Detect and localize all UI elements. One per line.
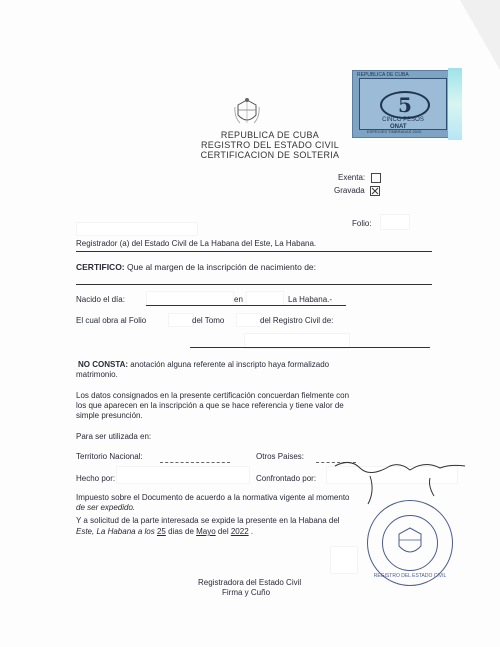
stamp-value: 5 xyxy=(398,93,412,117)
solicitud-end: . xyxy=(250,527,254,536)
stamp-value-oval xyxy=(380,91,430,119)
solicitud-text-c: del xyxy=(217,527,229,536)
gravada-checkbox[interactable] xyxy=(370,186,380,196)
impuesto-line-1: Impuesto sobre el Documento de acuerdo a la normativa vigente al momento xyxy=(76,493,350,502)
en-label: en xyxy=(234,295,243,304)
solicitud-line-1: Y a solicitud de la parte interesada se expide la presente en la Habana del xyxy=(76,516,340,525)
impuesto-line-2: de ser expedido. xyxy=(76,503,136,512)
obra-text-3: del Registro Civil de: xyxy=(260,316,334,325)
nacido-place: La Habana.- xyxy=(288,295,333,304)
signature-title: Registradora del Estado Civil xyxy=(198,578,302,587)
datos-line-2: los que aparecen en la inscripción a que se hace referencia y tiene valor de xyxy=(76,401,344,410)
solicitud-month: Mayo xyxy=(196,527,216,536)
hecho-label: Hecho por: xyxy=(76,474,116,483)
certifico-line xyxy=(76,262,316,272)
datos-line-3: simple presunción. xyxy=(76,411,143,420)
no-consta-text-2: matrimonio. xyxy=(76,370,118,379)
registrar-underline xyxy=(76,251,432,252)
solicitud-text-b: dias de xyxy=(168,527,194,536)
seal-text: REGISTRO DEL ESTADO CIVIL xyxy=(373,573,447,579)
certifico-text: Que al margen de la inscripción de nacimiento de: xyxy=(127,262,317,272)
stamp-series: ESPECIES TIMBRADAS 2020 xyxy=(367,129,422,134)
territorio-line xyxy=(160,462,230,463)
exenta-checkbox[interactable] xyxy=(371,173,381,183)
stamp-agency: ONAT xyxy=(390,124,407,130)
confrontado-label: Confrontado por: xyxy=(256,474,317,483)
obra-text-2: del Tomo xyxy=(192,316,225,325)
no-consta-text: anotación alguna referente al inscripto haya formalizado xyxy=(128,360,330,369)
nacido-label: Nacido el día: xyxy=(76,295,125,304)
solicitud-day: 25 xyxy=(156,527,166,536)
folio-number-redacted xyxy=(168,313,194,327)
territorio-label: Territorio Nacional: xyxy=(76,452,143,461)
birth-date-redacted xyxy=(146,291,234,306)
obra-text-1: El cual obra al Folio xyxy=(76,316,147,325)
header-title: CERTIFICACION DE SOLTERIA xyxy=(200,150,340,160)
stamp-top-text: REPUBLICA DE CUBA xyxy=(357,72,409,78)
seal-inner-ring xyxy=(382,515,438,571)
seal-emblem-icon xyxy=(383,516,437,570)
folio-redacted xyxy=(380,214,410,230)
no-consta-line xyxy=(78,360,329,370)
revenue-stamp xyxy=(352,70,454,138)
gravada-label: Gravada xyxy=(334,186,365,195)
name-underline xyxy=(76,284,432,285)
signature-redacted xyxy=(330,546,358,574)
tomo-number-redacted xyxy=(236,313,262,327)
signature-subtitle: Firma y Cuño xyxy=(222,588,271,597)
header-registry: REGISTRO DEL ESTADO CIVIL xyxy=(200,140,340,150)
official-seal xyxy=(367,500,453,586)
header-country: REPUBLICA DE CUBA xyxy=(220,130,320,140)
birth-place-redacted xyxy=(246,291,284,306)
signature-scribble-icon xyxy=(330,456,470,506)
page-corner-fold xyxy=(460,0,500,70)
registrar-line: Registrador (a) del Estado Civil de La Habana del Este, La Habana. xyxy=(76,239,317,248)
registrar-name-redacted xyxy=(76,222,198,236)
para-label: Para ser utilizada en: xyxy=(76,432,152,441)
exenta-label: Exenta: xyxy=(338,173,366,182)
datos-line-1: Los datos consignados en la presente certificación concuerdan fielmente con xyxy=(76,391,350,400)
nacido-underline xyxy=(146,305,346,306)
solicitud-line-2 xyxy=(76,527,253,537)
solicitud-text-a: Este, La Habana a los xyxy=(76,527,155,536)
registry-underline xyxy=(190,347,430,348)
solicitud-year: 2022 xyxy=(230,527,249,536)
folio-label: Folio: xyxy=(352,219,372,228)
stamp-value-text: CINCO PESOS xyxy=(382,117,424,123)
otros-label: Otros Paises: xyxy=(256,452,305,461)
hecho-name-redacted xyxy=(116,466,250,484)
coat-of-arms-icon xyxy=(232,97,262,127)
certifico-label: CERTIFICO: xyxy=(76,262,125,272)
no-consta-label: NO CONSTA: xyxy=(78,360,129,369)
hologram-strip xyxy=(448,68,462,140)
check-x-icon xyxy=(371,187,379,195)
